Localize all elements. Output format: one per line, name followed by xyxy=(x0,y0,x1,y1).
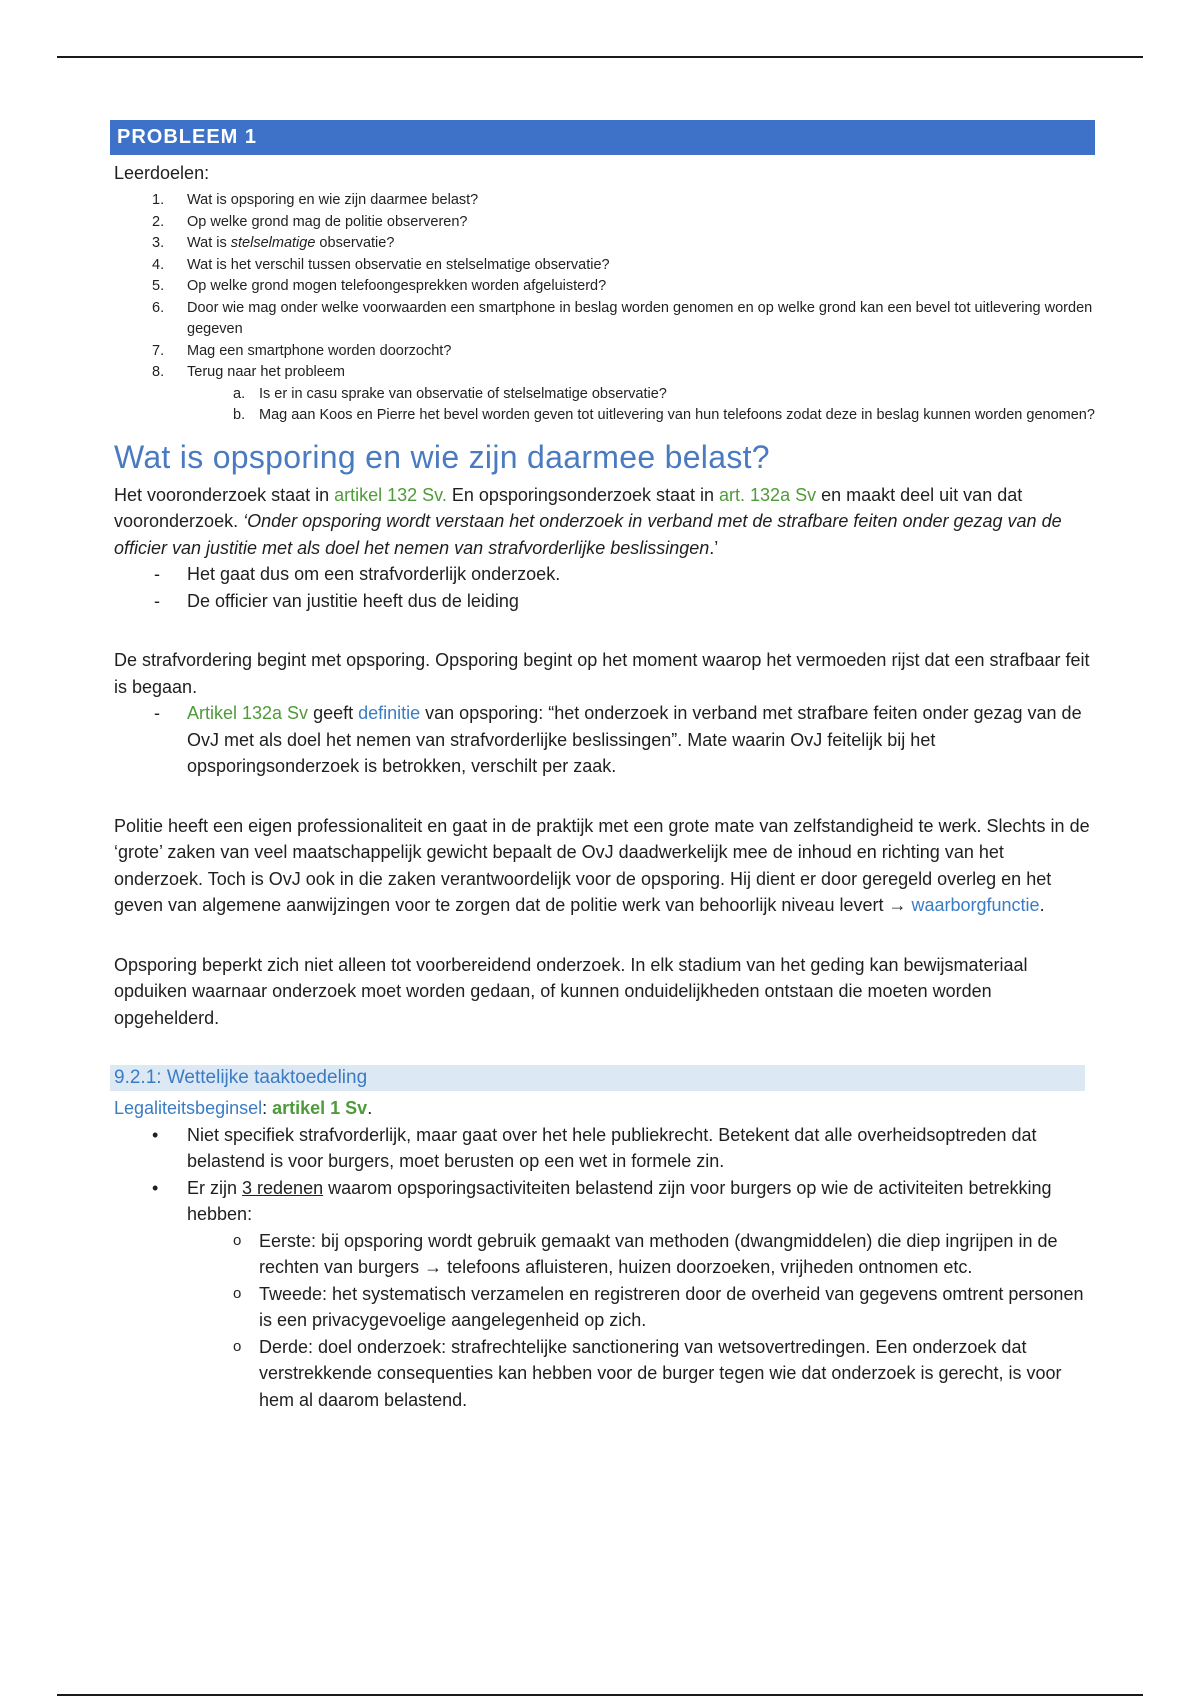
paragraph-politie: Politie heeft een eigen professionaliteit en gaat in de praktijk met een grote mate van zelfstandigheid te werk. Slechts in de ‘grote’ zaken van veel maatschappelijk gewicht bepaalt de OvJ daadwerkelijk mee de inhoud en richting van het onderzoek. Toch is OvJ ook in die zaken verantwoordelijk voor de opsporing. Hij dient er door geregeld overleg en het geven van algemene aanwijzingen voor te zorgen dat de politie werk van behoorlijk niveau levert → waarborgfunctie. xyxy=(114,815,1090,915)
link-legaliteitsbeginsel[interactable]: Legaliteitsbeginsel xyxy=(114,1098,263,1118)
paragraph-beperking: Opsporing beperkt zich niet alleen tot voorbereidend onderzoek. In elk stadium van het geding kan bewijsmateriaal opduiken waarnaar onderzoek moet worden gedaan, of kunnen onduidelijkheden ontstaan die moeten worden opgehelderd. xyxy=(114,954,1028,1028)
list-item: 6. Door wie mag onder welke voorwaarden een smartphone in beslag worden genomen en op welke grond kan een bevel tot uitlevering worden gegeven xyxy=(152,299,1093,337)
dash-list-definitie xyxy=(110,700,1095,780)
list-item: 7. Mag een smartphone worden doorzocht? xyxy=(152,342,452,359)
link-artikel-1[interactable]: artikel 1 Sv xyxy=(272,1098,368,1118)
heading-opsporing: Wat is opsporing en wie zijn daarmee belast? xyxy=(114,438,770,475)
link-waarborgfunctie[interactable]: waarborgfunctie xyxy=(911,895,1040,915)
list-item: - De officier van justitie heeft dus de leiding xyxy=(110,588,1095,615)
list-item: 5. Op welke grond mogen telefoongesprekken worden afgeluisterd? xyxy=(152,278,607,294)
list-item: 3. Wat is stelselmatige observatie? xyxy=(152,235,395,251)
list-item: 8. Terug naar het probleem a. Is er in casu sprake van observatie of stelselmatige observatie? b. Mag aan Koos en Pierre het bevel worden geven tot uitlevering van hun telefoons zodat deze in beslag kunnen worden genomen? xyxy=(110,362,1095,427)
section-banner: PROBLEEM 1 xyxy=(110,120,1095,155)
list-item: o Derde: doel onderzoek: strafrechtelijke sanctionering van wetsovertredingen. Een onderzoek dat verstrekkende consequenties kan hebben voor de burger tegen wie dat onderzoek is gerecht, is voor hem al daarom belastend. xyxy=(187,1334,1095,1414)
top-rule xyxy=(57,56,1143,58)
link-art-132a[interactable]: art. 132a Sv xyxy=(719,484,817,505)
link-artikel-132[interactable]: artikel 132 Sv. xyxy=(334,484,447,505)
list-item: a. Is er in casu sprake van observatie of stelselmatige observatie? xyxy=(233,385,667,402)
reasons-list xyxy=(187,1228,1095,1414)
list-item: - Het gaat dus om een strafvorderlijk onderzoek. xyxy=(110,561,1095,588)
list-item: 1. Wat is opsporing en wie zijn daarmee belast? xyxy=(152,192,479,208)
list-item: b. Mag aan Koos en Pierre het bevel worden geven tot uitlevering van hun telefoons zodat deze in beslag kunnen worden genomen? xyxy=(233,407,1095,423)
heading-taaktoedeling: 9.2.1: Wettelijke taaktoedeling xyxy=(110,1065,1085,1091)
sub-goals-list xyxy=(187,384,1095,427)
dash-list xyxy=(110,561,1095,614)
link-definitie[interactable]: definitie xyxy=(358,703,421,723)
bottom-rule xyxy=(57,1694,1143,1696)
paragraph-vooronderzoek: Het vooronderzoek staat in artikel 132 Sv. En opsporingsonderzoek staat in art. 132a Sv en maakt deel uit van dat vooronderzoek. ‘Onder opsporing wordt verstaan het onderzoek in verband met de strafbare feiten onder gezag van de officier van justitie met als doel het nemen van strafvorderlijke beslissingen.’ xyxy=(114,484,1062,558)
list-item: • Niet specifiek strafvorderlijk, maar gaat over het hele publiekrecht. Betekent dat alle overheidsoptreden dat belastend is voor burgers, moet berusten op een wet in formele zin. xyxy=(110,1122,1095,1175)
learning-goals-list xyxy=(110,190,1095,427)
paragraph-strafvordering: De strafvordering begint met opsporing. Opsporing begint op het moment waarop het vermoeden rijst dat een strafbaar feit is begaan. xyxy=(114,650,1090,697)
list-item: o Tweede: het systematisch verzamelen en registreren door de overheid van gegevens omtrent personen is een privacygevoelige aangelegenheid op zich. xyxy=(187,1281,1095,1334)
list-item: 2. Op welke grond mag de politie observeren? xyxy=(152,213,468,230)
learning-goals-title: Leerdoelen: xyxy=(114,163,210,183)
document-body xyxy=(110,120,1095,1413)
list-item: 4. Wat is het verschil tussen observatie en stelselmatige observatie? xyxy=(152,256,610,273)
legaliteitsbeginsel-line: Legaliteitsbeginsel: artikel 1 Sv. xyxy=(114,1098,373,1118)
list-item: • Er zijn 3 redenen waarom opsporingsactiviteiten belastend zijn voor burgers op wie de activiteiten betrekking hebben: o Eerste: bij opsporing wordt gebruik gemaakt van methoden (dwangmiddelen) die diep ingrijpen in de rechten van burgers → telefoons afluisteren, huizen doorzoeken, vrijheden ontnomen etc. o Tweede: het systematisch verzamelen en registreren door de overheid van gegevens omtrent personen is een privacygevoelige aangelegenheid op zich. o Derde: doel onderzoek: strafrechtelijke sanctionering van wetsovertredingen. Een onderzoek dat verstrekkende consequenties kan hebben voor de burger tegen wie dat onderzoek is gerecht, is voor hem al daarom belastend. xyxy=(110,1175,1095,1414)
link-artikel-132a[interactable]: Artikel 132a Sv xyxy=(187,703,309,723)
list-item: o Eerste: bij opsporing wordt gebruik gemaakt van methoden (dwangmiddelen) die diep ingrijpen in de rechten van burgers → telefoons afluisteren, huizen doorzoeken, vrijheden ontnomen etc. xyxy=(187,1228,1095,1281)
list-item: - Artikel 132a Sv geeft definitie van opsporing: “het onderzoek in verband met strafbare feiten onder gezag van de OvJ met als doel het nemen van strafvorderlijke beslissingen”. Mate waarin OvJ feitelijk bij het opsporingsonderzoek is betrokken, verschilt per zaak. xyxy=(110,700,1095,780)
bullet-list xyxy=(110,1122,1095,1414)
